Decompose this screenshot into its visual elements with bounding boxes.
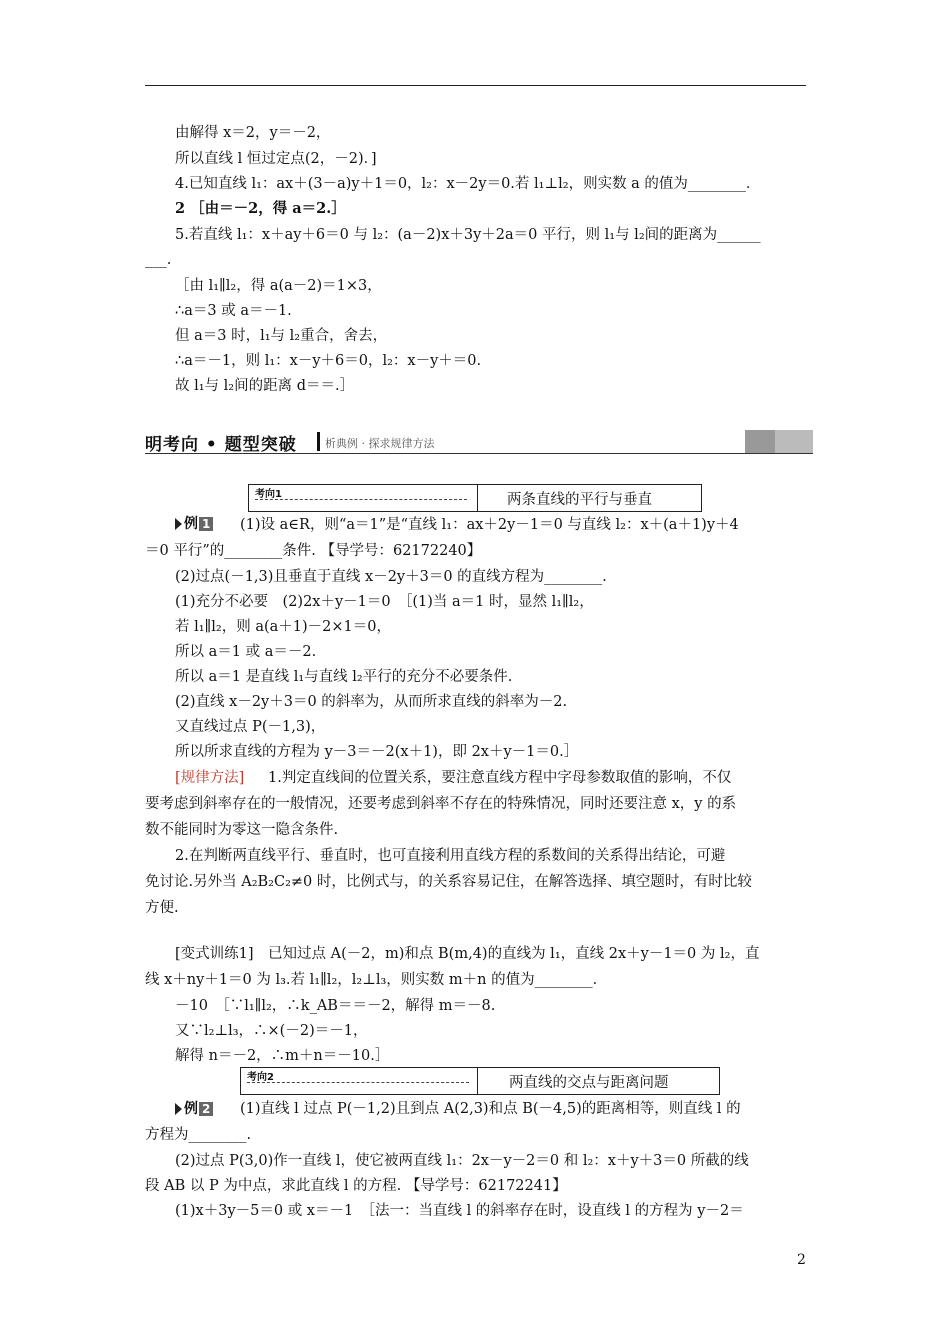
section-header: [145, 430, 813, 454]
text-line: ∴a＝3 或 a＝－1.: [175, 303, 292, 319]
text-line: 线 x＋ny＋1＝0 为 l₃.若 l₁∥l₂，l₂⊥l₃，则实数 m＋n 的值为________．: [145, 972, 608, 988]
text-line: －10 ［∵l₁∥l₂，∴k_AB＝＝－2，解得 m＝－8.: [175, 998, 496, 1014]
example-1-mark: [175, 513, 213, 533]
kaoxiang-box-2: [240, 1067, 720, 1095]
box-divider: [477, 1068, 478, 1094]
text-line: (2)过点 P(3,0)作一直线 l，使它被两直线 l₁：2x－y－2＝0 和 l₂：x＋y＋3＝0 所截的线: [175, 1153, 749, 1169]
decor-block: [745, 430, 775, 453]
answer-4: 2 ［由＝－2，得 a＝2.］: [175, 200, 346, 217]
text-line: ∴a＝－1，则 l₁：x－y＋6＝0，l₂：x－y＋＝0.: [175, 353, 482, 369]
decor-block: [775, 430, 813, 453]
text-line: 所以 a＝1 是直线 l₁与直线 l₂平行的充分不必要条件.: [175, 669, 513, 685]
text-line: (1)充分不必要 (2)2x＋y－1＝0 ［(1)当 a＝1 时，显然 l₁∥l₂，: [175, 594, 594, 610]
triangle-icon: [175, 1103, 182, 1115]
section-divider: [317, 432, 320, 451]
text-line: 2.在判断两直线平行、垂直时，也可直接利用直线方程的系数间的关系得出结论，可避: [175, 848, 726, 864]
example-number: 2: [199, 1102, 213, 1116]
header-rule: [145, 85, 806, 86]
text-line: 又直线过点 P(－1,3)，: [175, 719, 326, 735]
text-line: ___.: [145, 252, 172, 268]
text-line: 但 a＝3 时，l₁与 l₂重合，舍去，: [175, 328, 388, 344]
text-line: 免讨论.另外当 A₂B₂C₂≠0 时，比例式与，的关系容易记住，在解答选择、填空题时，有时比较: [145, 874, 752, 890]
text-line: 段 AB 以 P 为中点，求此直线 l 的方程. 【导学号：62172241】: [145, 1178, 567, 1194]
text-line: ［由 l₁∥l₂，得 a(a－2)＝1×3，: [175, 278, 382, 294]
text-line: 由解得 x＝2，y＝－2，: [175, 125, 331, 141]
text-line: 故 l₁与 l₂间的距离 d＝＝.］: [175, 378, 355, 394]
text-line: 解得 n＝－2，∴m＋n＝－10.］: [175, 1048, 390, 1064]
text-line: 又∵l₂⊥l₃，∴×(－2)＝－1，: [175, 1023, 368, 1039]
text-line: 要考虑到斜率存在的一般情况，还要考虑到斜率不存在的特殊情况，同时还要注意 x，y 的系: [145, 796, 737, 812]
text-line: (2)过点(－1,3)且垂直于直线 x－2y＋3＝0 的直线方程为________.: [175, 569, 607, 585]
text-line: 若 l₁∥l₂，则 a(a＋1)－2×1＝0，: [175, 619, 391, 635]
box-divider: [477, 485, 478, 511]
question-5: 5.若直线 l₁：x＋ay＋6＝0 与 l₂：(a－2)x＋3y＋2a＝0 平行，则 l₁与 l₂间的距离为______: [175, 227, 761, 243]
text-line: (1)x＋3y－5＝0 或 x＝－1 ［法一：当直线 l 的斜率存在时，设直线 l 的方程为 y－2＝: [175, 1203, 744, 1219]
kaoxiang-box-1: [248, 484, 702, 512]
text-line: (2)直线 x－2y＋3＝0 的斜率为，从而所求直线的斜率为－2.: [175, 694, 568, 710]
text-line: 1.判定直线间的位置关系，要注意直线方程中字母参数取值的影响，不仅: [268, 770, 732, 786]
triangle-icon: [175, 518, 182, 530]
text-line: (1)设 a∈R，则“a＝1”是“直线 l₁：ax＋2y－1＝0 与直线 l₂：x＋(a＋1)y＋4: [240, 517, 739, 533]
kaoxiang-topic: 两直线的交点与距离问题: [509, 1075, 669, 1091]
dashed-line: [255, 499, 467, 500]
text-line: (1)直线 l 过点 P(－1,2)且到点 A(2,3)和点 B(－4,5)的距离相等，则直线 l 的: [240, 1101, 741, 1117]
kaoxiang-topic: 两条直线的平行与垂直: [507, 492, 652, 508]
text-line: 方程为________.: [145, 1127, 252, 1143]
section-underline: [145, 453, 813, 454]
page-number: 2: [797, 1252, 806, 1268]
text-line: 方便.: [145, 900, 179, 916]
method-label: [规律方法]: [175, 770, 245, 786]
text-line: ＝0 平行”的________条件. 【导学号：62172240】: [145, 543, 482, 559]
section-title: 明考向 • 题型突破: [145, 435, 297, 455]
text-line: [变式训练1] 已知过点 A(－2，m)和点 B(m,4)的直线为 l₁，直线 2x＋y－1＝0 为 l₂，直: [175, 946, 760, 962]
example-label: 例: [184, 1101, 198, 1117]
kaoxiang-tag: 考向2: [247, 1072, 274, 1083]
kaoxiang-tag: 考向1: [255, 489, 282, 500]
example-2-mark: [175, 1098, 213, 1118]
question-4: 4.已知直线 l₁：ax＋(3－a)y＋1＝0，l₂：x－2y＝0.若 l₁⊥l₂，则实数 a 的值为________．: [175, 176, 761, 192]
dashed-line: [247, 1082, 469, 1083]
text-line: 数不能同时为零这一隐含条件.: [145, 822, 339, 838]
text-line: 所以所求直线的方程为 y－3＝－2(x＋1)，即 2x＋y－1＝0.］: [175, 744, 579, 760]
section-subtitle: 析典例 · 探求规律方法: [325, 437, 435, 450]
text-line: 所以直线 l 恒过定点(2，－2)．]: [175, 151, 377, 167]
example-number: 1: [199, 517, 213, 531]
example-label: 例: [184, 516, 198, 532]
text-line: 所以 a＝1 或 a＝－2.: [175, 644, 317, 660]
